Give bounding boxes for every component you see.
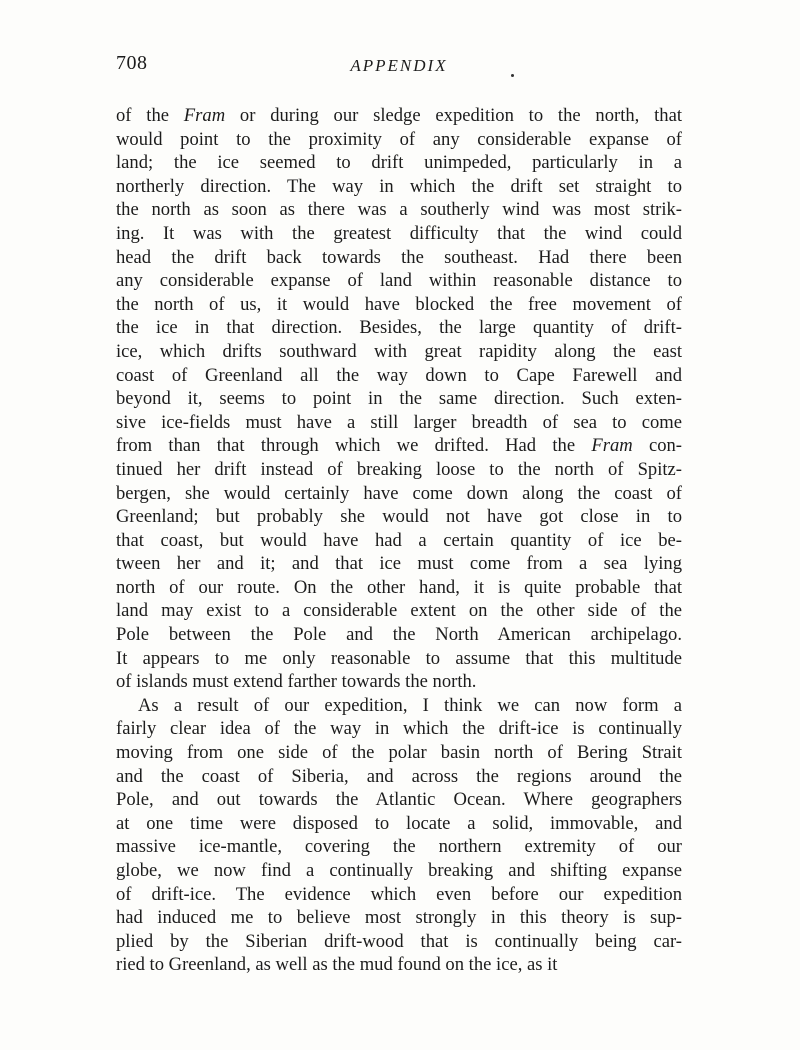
text-line: It appears to me only reasonable to assume that this multitude <box>116 647 682 669</box>
text-line: that coast, but would have had a certain quantity of ice be- <box>116 529 682 551</box>
text-line: Greenland; but probably she would not have got close in to <box>116 506 682 528</box>
text-line: of drift-ice. The evidence which even before our expedition <box>116 883 682 905</box>
text-line: sive ice-fields must have a still larger breadth of sea to come <box>116 411 682 433</box>
text-line: Pole between the Pole and the North American archipelago. <box>116 624 682 646</box>
text-line: ice, which drifts southward with great rapidity along the east <box>116 340 682 362</box>
text-line: massive ice-mantle, covering the northern extremity of our <box>116 836 682 858</box>
page-header <box>116 52 682 84</box>
paragraph <box>116 104 682 694</box>
text-line: beyond it, seems to point in the same direction. Such exten- <box>116 388 682 410</box>
paragraph <box>116 694 682 977</box>
text-line: bergen, she would certainly have come down along the coast of <box>116 482 682 504</box>
text-line: As a result of our expedition, I think we can now form a <box>138 694 682 716</box>
text-line: the ice in that direction. Besides, the large quantity of drift- <box>116 317 682 339</box>
text-line: tween her and it; and that ice must come from a sea lying <box>116 553 682 575</box>
page-number: 708 <box>116 52 148 74</box>
text-line: land; the ice seemed to drift unimpeded, particularly in a <box>116 152 682 174</box>
text-line: of islands must extend farther towards the north. <box>116 671 477 693</box>
text-line: any considerable expanse of land within reasonable distance to <box>116 270 682 292</box>
text-line: had induced me to believe most strongly in this theory is sup- <box>116 907 682 929</box>
text-line: at one time were disposed to locate a solid, immovable, and <box>116 812 682 834</box>
text-line: fairly clear idea of the way in which the drift-ice is continually <box>116 718 682 740</box>
text-line: plied by the Siberian drift-wood that is continually being car- <box>116 930 682 952</box>
text-line: Pole, and out towards the Atlantic Ocean. Where geographers <box>116 789 682 811</box>
ship-name: Fram <box>183 105 226 126</box>
text-line: land may exist to a considerable extent on the other side of the <box>116 600 682 622</box>
text-line: moving from one side of the polar basin north of Bering Strait <box>116 742 682 764</box>
text-line: northerly direction. The way in which the drift set straight to <box>116 175 682 197</box>
ship-name: Fram <box>591 435 633 457</box>
text-line: ing. It was with the greatest difficulty that the wind could <box>116 222 682 244</box>
text-line: head the drift back towards the southeast. Had there been <box>116 246 682 268</box>
text-line: the north as soon as there was a southerly wind was most strik- <box>116 199 682 221</box>
text-line: globe, we now find a continually breaking and shifting expanse <box>116 860 682 881</box>
text-line: from than that through which we drifted. Had the Fram con- <box>116 435 682 457</box>
text-line: ried to Greenland, as well as the mud found on the ice, as it <box>116 954 558 976</box>
text-line: and the coast of Siberia, and across the regions around the <box>116 765 682 787</box>
text-line: would point to the proximity of any considerable expanse of <box>116 128 682 150</box>
text-line: tinued her drift instead of breaking loose to the north of Spitz- <box>116 458 682 480</box>
text-line: of the Fram or during our sledge expedition to the north, that <box>116 105 682 126</box>
print-speck <box>511 74 514 77</box>
text-line: the north of us, it would have blocked the free movement of <box>116 293 682 315</box>
text-line: coast of Greenland all the way down to Cape Farewell and <box>116 364 682 386</box>
body-text <box>116 104 682 977</box>
running-head: APPENDIX <box>350 56 448 75</box>
text-line: north of our route. On the other hand, it is quite probable that <box>116 576 682 598</box>
